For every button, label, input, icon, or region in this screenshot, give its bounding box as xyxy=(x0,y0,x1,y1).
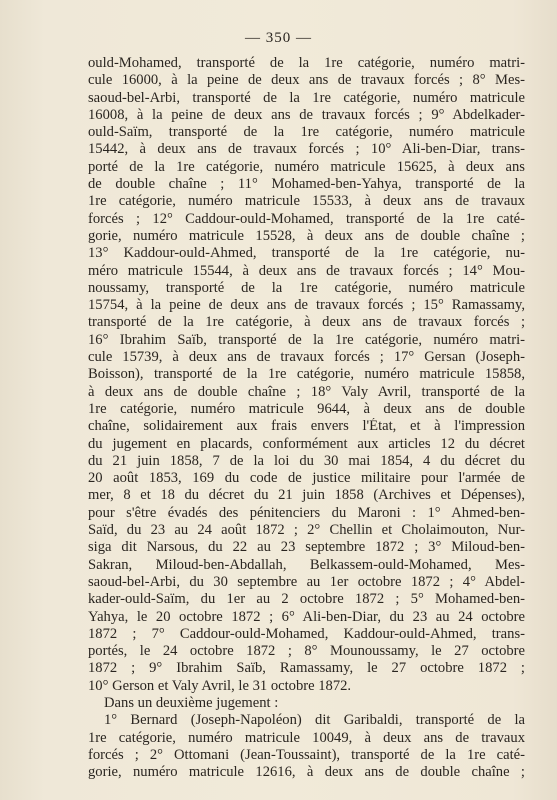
text-line: 1° Bernard (Joseph-Napoléon) dit Garibaldi, transporté de la xyxy=(104,712,525,729)
page-number: — 350 — xyxy=(245,30,312,46)
text-line: 15754, à la peine de deux ans de travaux forcés ; 15° Ramassamy, xyxy=(88,297,525,314)
text-line: Sakran, Miloud-ben-Abdallah, Belkassem-ould-Mohamed, Mes- xyxy=(88,556,525,573)
text-line: siga dit Narsous, du 22 au 23 septembre 1872 ; 3° Miloud-ben- xyxy=(88,539,525,556)
text-line: forcés ; 12° Caddour-ould-Mohamed, transporté de la 1re caté- xyxy=(88,210,525,227)
text-line: 16008, à la peine de deux ans de travaux forcés ; 9° Abdelkader- xyxy=(88,106,525,123)
text-line: pour s'être évadés des pénitenciers du Maroni : 1° Ahmed-ben- xyxy=(88,504,525,521)
text-line: cule 15739, à deux ans de travaux forcés ; 17° Gersan (Joseph- xyxy=(88,349,525,366)
text-line: méro matricule 15544, à deux ans de travaux forcés ; 14° Mou- xyxy=(88,262,525,279)
text-line: de double chaîne ; 11° Mohamed-ben-Yahya, transporté de la xyxy=(88,176,525,193)
text-line: saoud-bel-Arbi, du 30 septembre au 1er octobre 1872 ; 4° Abdel- xyxy=(88,573,525,590)
text-line: noussamy, transporté de la 1re catégorie, numéro matricule xyxy=(88,279,525,296)
text-line: 1re catégorie, numéro matricule 15533, à deux ans de travaux xyxy=(88,193,525,210)
text-line: 13° Kaddour-ould-Ahmed, transporté de la 1re catégorie, nu- xyxy=(88,245,525,262)
text-line: du 21 juin 1858, 7 de la loi du 30 mai 1854, 4 du décret du xyxy=(88,452,525,469)
text-line: chaîne, solidairement aux frais envers l'État, et à l'impression xyxy=(88,418,525,435)
text-line: gorie, numéro matricule 15528, à deux ans de double chaîne ; xyxy=(88,227,525,244)
text-line: kader-ould-Saïm, du 1er au 2 octobre 1872 ; 5° Mohamed-ben- xyxy=(88,591,525,608)
text-line: saoud-bel-Arbi, transporté de la 1re catégorie, numéro matricule xyxy=(88,89,525,106)
text-line: ould-Mohamed, transporté de la 1re catégorie, numéro matri- xyxy=(88,55,525,71)
text-line: 16° Ibrahim Saïb, transporté de la 1re catégorie, numéro matri- xyxy=(88,331,525,348)
text-line: du jugement en placards, conformément aux articles 12 du décret xyxy=(88,435,525,452)
text-line: forcés ; 2° Ottomani (Jean-Toussaint), transporté de la 1re caté- xyxy=(88,746,525,763)
text-line: Saïd, du 23 au 24 août 1872 ; 2° Chellin et Cholaimouton, Nur- xyxy=(88,522,525,539)
text-line: 10° Gerson et Valy Avril, le 31 octobre 1872. xyxy=(88,677,352,694)
text-line: 20 août 1853, 169 du code de justice militaire pour l'armée de xyxy=(88,470,525,487)
text-line: 1872 ; 7° Caddour-ould-Mohamed, Kaddour-ould-Ahmed, trans- xyxy=(88,625,525,642)
text-line: 1re catégorie, numéro matricule 10049, à deux ans de travaux xyxy=(88,729,525,746)
text-line: cule 16000, à la peine de deux ans de travaux forcés ; 8° Mes- xyxy=(88,72,525,89)
text-line: ould-Saïm, transporté de la 1re catégorie, numéro matricule xyxy=(88,124,525,141)
text-line: 1re catégorie, numéro matricule 9644, à deux ans de double xyxy=(88,400,525,417)
body-text xyxy=(88,55,525,781)
text-line: 15442, à deux ans de travaux forcés ; 10° Ali-ben-Diar, trans- xyxy=(88,141,525,158)
text-line: Yahya, le 20 octobre 1872 ; 6° Ali-ben-Diar, du 23 au 24 octobre xyxy=(88,608,525,625)
text-line: portés, le 24 octobre 1872 ; 8° Mounoussamy, le 27 octobre xyxy=(88,643,525,660)
text-line: Boisson), transporté de la 1re catégorie, numéro matricule 15858, xyxy=(88,366,525,383)
text-line: transporté de la 1re catégorie, à deux ans de travaux forcés ; xyxy=(88,314,525,331)
text-line: à deux ans de double chaîne ; 18° Valy Avril, transporté de la xyxy=(88,383,525,400)
text-line: gorie, numéro matricule 12616, à deux ans de double chaîne ; xyxy=(88,764,525,781)
text-line: Dans un deuxième jugement : xyxy=(104,694,279,711)
text-line: porté de la 1re catégorie, numéro matricule 15625, à deux ans xyxy=(88,158,525,175)
text-line: 1872 ; 9° Ibrahim Saïb, Ramassamy, le 27 octobre 1872 ; xyxy=(88,660,525,677)
text-line: mer, 8 et 18 du décret du 21 juin 1858 (Archives et Dépenses), xyxy=(88,487,525,504)
